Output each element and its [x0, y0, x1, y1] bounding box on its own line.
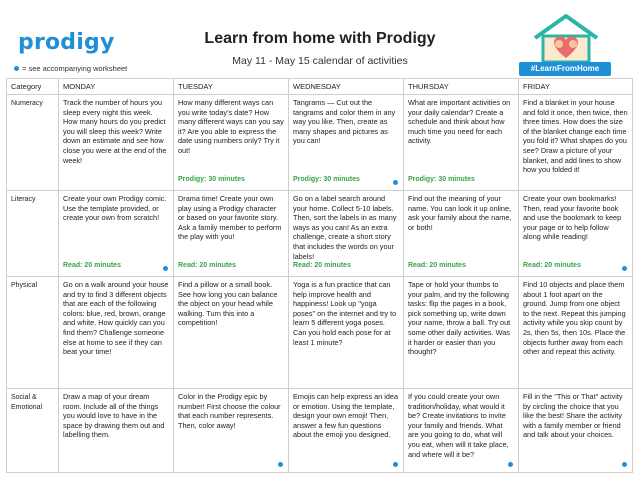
- activity-cell: [404, 95, 519, 191]
- activity-cell: [289, 389, 404, 473]
- learn-from-home-badge: [513, 12, 619, 78]
- worksheet-dot-icon: [622, 462, 627, 467]
- column-header: Category: [7, 79, 59, 95]
- activity-time: Prodigy: 30 minutes: [178, 176, 245, 184]
- activity-cell: [519, 277, 633, 389]
- activity-cell: [174, 191, 289, 277]
- hashtag-badge: #LearnFromHome: [519, 62, 611, 76]
- column-header: WEDNESDAY: [289, 79, 404, 95]
- activity-text: Yoga is a fun practice that can help improve health and happiness! Look up "yoga poses" on the internet and try to learn 5 different yoga poses. Can you hold each pose for at least 1 minute?: [293, 280, 397, 347]
- activity-text: Tangrams — Cut out the tangrams and color them in any way you like. Then, create as many shapes and pictures as you can!: [293, 98, 396, 146]
- activity-cell: [289, 277, 404, 389]
- page-title: Learn from home with Prodigy: [204, 30, 436, 47]
- category-cell: Numeracy: [7, 95, 59, 191]
- worksheet-dot-icon: [622, 266, 627, 271]
- activity-text: Go on a walk around your house and try to find 3 different objects that are each of the following colors: blue, red, brown, orange and white. How quickly can you find them? Challenge someone else at home to see if they can beat your time!: [63, 280, 169, 357]
- category-cell: Physical: [7, 277, 59, 389]
- table-row: [7, 277, 633, 389]
- activity-text: Create your own Prodigy comic. Use the template provided, or create your own from scratch!: [63, 194, 167, 223]
- column-header: FRIDAY: [519, 79, 633, 95]
- activity-cell: [519, 95, 633, 191]
- activity-cell: [174, 95, 289, 191]
- legend-text: = see accompanying worksheet: [22, 64, 128, 73]
- page-subtitle: May 11 - May 15 calendar of activities: [232, 55, 408, 67]
- house-heart-icon: [513, 12, 619, 64]
- activity-text: Go on a label search around your home. Collect 5-10 labels. Then, sort the labels in as many ways as you can! As an extra challenge, create a short story that includes the words on your labels!: [293, 194, 397, 261]
- activity-text: Find 10 objects and place them about 1 foot apart on the ground. Jump from one object to the next. Repeat this jumping activity while you skip count by 2s, then 5s, then 10s. Place the objects further away from each other and repeat this activity.: [523, 280, 626, 357]
- activity-cell: [59, 95, 174, 191]
- activity-text: Fill in the "This or That" activity by circling the choice that you like the best! Share the activity with a family member or friend and talk about your choices.: [523, 392, 623, 440]
- activity-time: Read: 20 minutes: [293, 262, 351, 270]
- activity-text: Color in the Prodigy epic by number! First choose the colour that each number represents. Then, color away!: [178, 392, 281, 430]
- activity-time: Read: 20 minutes: [178, 262, 236, 270]
- activity-text: Create your own bookmarks! Then, read your favorite book and use the bookmark to keep your page or to help follow along while reading!: [523, 194, 622, 242]
- worksheet-dot-icon: [278, 462, 283, 467]
- table-row: [7, 389, 633, 473]
- activity-time: Prodigy: 30 minutes: [408, 176, 475, 184]
- activity-cell: [404, 191, 519, 277]
- activity-cell: [59, 277, 174, 389]
- activity-cell: [404, 389, 519, 473]
- activity-calendar-table: [6, 78, 633, 473]
- activity-cell: [289, 95, 404, 191]
- category-cell: Literacy: [7, 191, 59, 277]
- column-header: TUESDAY: [174, 79, 289, 95]
- activity-cell: [404, 277, 519, 389]
- table-row: [7, 95, 633, 191]
- activity-cell: [174, 277, 289, 389]
- activity-text: Emojis can help express an idea or emotion. Using the template, design your own emoji! Then, answer a few fun questions about the emoji you designed.: [293, 392, 399, 440]
- prodigy-logo: prodigy: [18, 30, 115, 55]
- table-row: [7, 191, 633, 277]
- activity-text: Draw a map of your dream room. Include all of the things you would love to have in the space by drawing them out and labelling them.: [63, 392, 165, 440]
- worksheet-dot-icon: [393, 180, 398, 185]
- activity-text: How many different ways can you write today's date? How many different ways can you say it? Are you able to express the date using numbers only? Try it out!: [178, 98, 284, 155]
- activity-text: What are important activities on your daily calendar? Create a schedule and think about how much time you need for each activity.: [408, 98, 511, 146]
- activity-text: If you could create your own tradition/holiday, what would it be? Create invitations to invite your family and friends. What are you going to do, what will you eat, when will it take place, and where will it be?: [408, 392, 509, 459]
- activity-text: Find a pillow or a small book. See how long you can balance the object on your head while walking. Turn this into a competition!: [178, 280, 278, 328]
- activity-cell: [519, 191, 633, 277]
- worksheet-dot-icon: [393, 462, 398, 467]
- activity-text: Find a blanket in your house and fold it once, then twice, then three times. How does the size of the blanket change each time you fold it? What shapes do you see? Draw a picture of your blanket, and add lines to show how you folded it!: [523, 98, 628, 175]
- activity-text: Tape or hold your thumbs to your palm, and try the following tasks: flip the pages in a book, pick something up, write down your name, throw a ball. Try out some other daily activities. Was it harder or easier than you thought?: [408, 280, 511, 357]
- activity-cell: [519, 389, 633, 473]
- activity-time: Prodigy: 30 minutes: [293, 176, 360, 184]
- activity-time: Read: 20 minutes: [63, 262, 121, 270]
- activity-cell: [174, 389, 289, 473]
- worksheet-dot-icon: [508, 462, 513, 467]
- activity-cell: [59, 389, 174, 473]
- activity-time: Read: 20 minutes: [523, 262, 581, 270]
- activity-text: Track the number of hours you sleep every night this week. How many hours do you predict you will sleep this week? Write down an estimate and see how close you were at the end of the week!: [63, 98, 167, 165]
- worksheet-dot-icon: [163, 266, 168, 271]
- activity-time: Read: 20 minutes: [408, 262, 466, 270]
- activity-text: Find out the meaning of your name. You can look it up online, ask your family about the name, or both!: [408, 194, 512, 232]
- column-header: THURSDAY: [404, 79, 519, 95]
- activity-cell: [289, 191, 404, 277]
- table-header-row: [7, 79, 633, 95]
- activity-cell: [59, 191, 174, 277]
- column-header: MONDAY: [59, 79, 174, 95]
- activity-text: Drama time! Create your own play using a Prodigy character or based on your favorite story. Ask a family member to perform the play with you!: [178, 194, 282, 242]
- category-cell: Social & Emotional: [7, 389, 59, 473]
